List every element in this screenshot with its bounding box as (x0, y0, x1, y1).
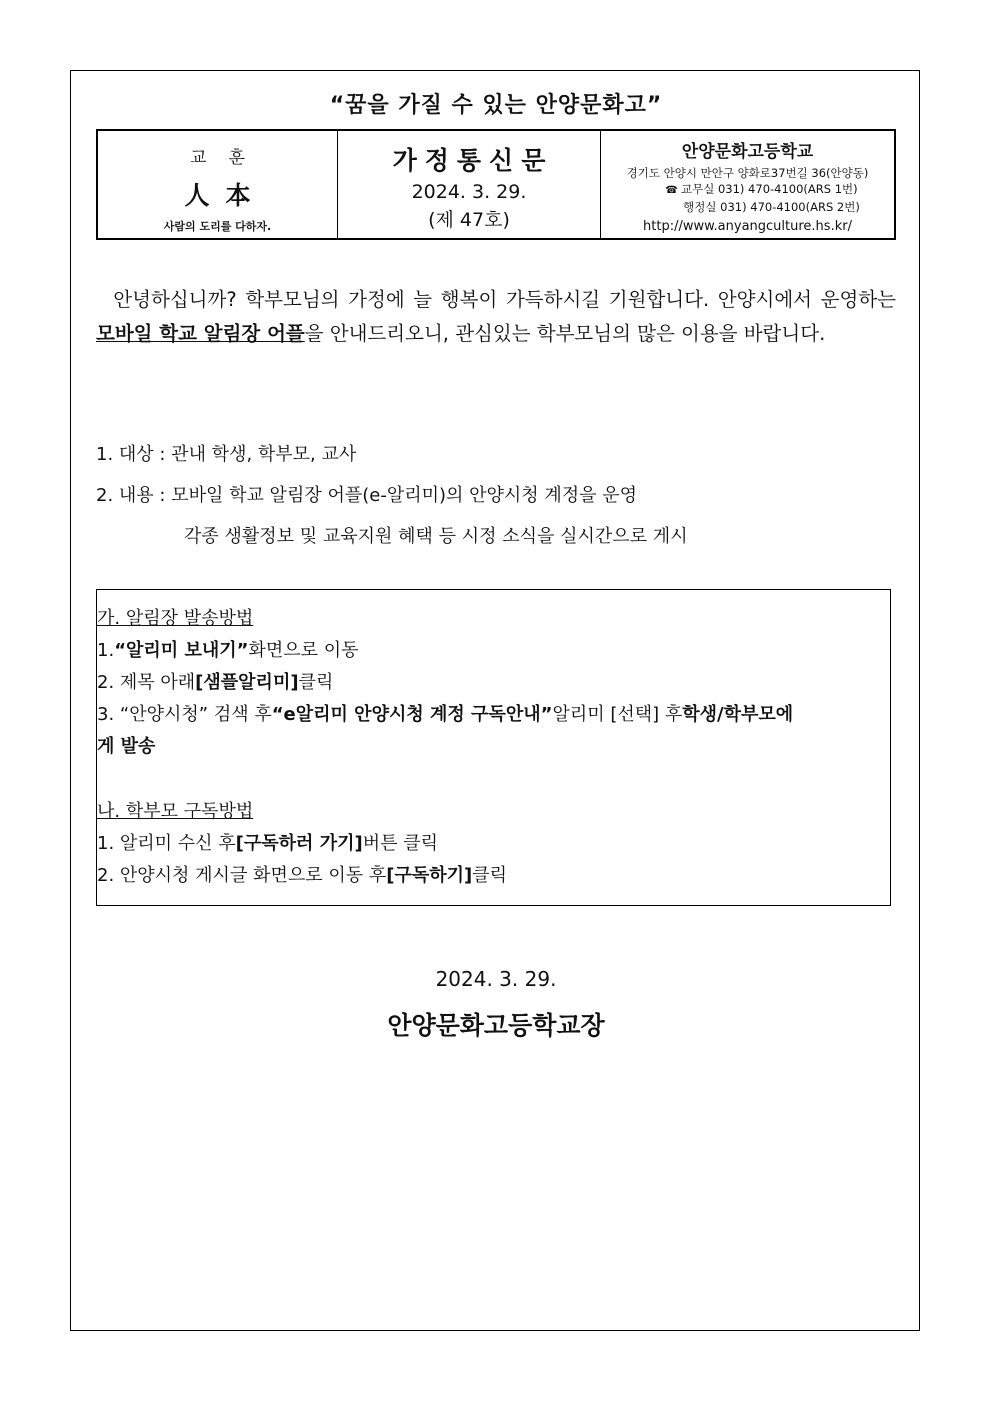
newsletter-issue: (제 47호) (428, 209, 510, 231)
send-step-3-bold2: 학생/학부모에 (682, 704, 794, 725)
motto-label: 교훈 (190, 148, 267, 168)
instruction-box (96, 589, 891, 906)
subscribe-method-title: 나. 학부모 구독방법 (97, 801, 254, 822)
item-content: 2. 내용 : 모바일 학교 알림장 어플(e-알리미)의 안양시청 계정을 운영 (96, 485, 638, 506)
school-slogan: “꿈을 가질 수 있는 안양문화고” (329, 93, 663, 118)
phone-icon: ☎ (665, 185, 681, 196)
subscribe-step-2-post: 클릭 (472, 865, 508, 886)
send-step-3-pre: 3. “안양시청” 검색 후 (97, 704, 272, 725)
item-content-cont: 각종 생활정보 및 교육지원 혜택 등 시정 소식을 실시간으로 게시 (184, 526, 688, 547)
subscribe-step-1-pre: 1. 알리미 수신 후 (97, 833, 236, 854)
item-target: 1. 대상 : 관내 학생, 학부모, 교사 (96, 444, 357, 465)
phone-office-line (601, 181, 894, 199)
motto-sub: 사람의 도리를 다하자. (163, 220, 272, 233)
phone-admin: 행정실 031) 470-4100(ARS 2번) (683, 200, 860, 214)
school-address: 경기도 안양시 만안구 양화로37번길 36(안양동) (626, 166, 869, 180)
send-step-2 (97, 668, 333, 694)
newsletter-title-cell (338, 131, 601, 238)
school-info-cell (601, 131, 894, 238)
intro-part2: 을 안내드리오니, 관심있는 학부모님의 많은 이용을 바랍니다. (304, 322, 826, 345)
subscribe-step-2-pre: 2. 안양시청 게시글 화면으로 이동 후 (97, 865, 387, 886)
subscribe-step-1-bold: [구독하러 가기] (235, 833, 363, 854)
newsletter-header (96, 129, 896, 240)
motto-cell (98, 131, 338, 238)
send-step-1 (97, 636, 359, 662)
subscribe-step-1 (97, 829, 438, 855)
principal-signature: 안양문화고등학교장 (387, 1011, 605, 1040)
send-step-3-cont-text: 게 발송 (97, 736, 156, 757)
send-step-2-bold: [샘플알리미] (195, 672, 299, 693)
intro-paragraph (96, 283, 896, 351)
school-name: 안양문화고등학교 (681, 142, 814, 162)
send-step-1-bold: “알리미 보내기” (114, 640, 249, 661)
phone-office: 교무실 031) 470-4100(ARS 1번) (680, 182, 858, 196)
send-step-1-num: 1. (97, 640, 115, 661)
footer-date: 2024. 3. 29. (435, 967, 557, 991)
newsletter-title: 가정통신문 (392, 146, 554, 175)
send-step-1-rest: 화면으로 이동 (248, 640, 359, 661)
send-step-2-post: 클릭 (298, 672, 334, 693)
motto-main: 人本 (184, 181, 267, 210)
subscribe-step-2-bold: [구독하기] (386, 865, 473, 886)
school-website[interactable]: http://www.anyangculture.hs.kr/ (643, 219, 852, 234)
send-method-title: 가. 알림장 발송방법 (97, 608, 254, 629)
subscribe-step-2 (97, 861, 507, 887)
send-step-3-bold: “e알리미 안양시청 계정 구독안내” (271, 704, 553, 725)
send-step-2-pre: 2. 제목 아래 (97, 672, 196, 693)
intro-part1: 안녕하십니까? 학부모님의 가정에 늘 행복이 가득하시길 기원합니다. 안양시에서 운영하는 (113, 288, 896, 311)
newsletter-date: 2024. 3. 29. (411, 181, 527, 203)
intro-highlight: 모바일 학교 알림장 어플 (96, 322, 305, 345)
subscribe-step-1-post: 버튼 클릭 (362, 833, 439, 854)
send-step-3 (97, 700, 793, 726)
send-step-3-mid: 알리미 [선택] 후 (552, 704, 683, 725)
send-step-3-cont (97, 732, 155, 758)
